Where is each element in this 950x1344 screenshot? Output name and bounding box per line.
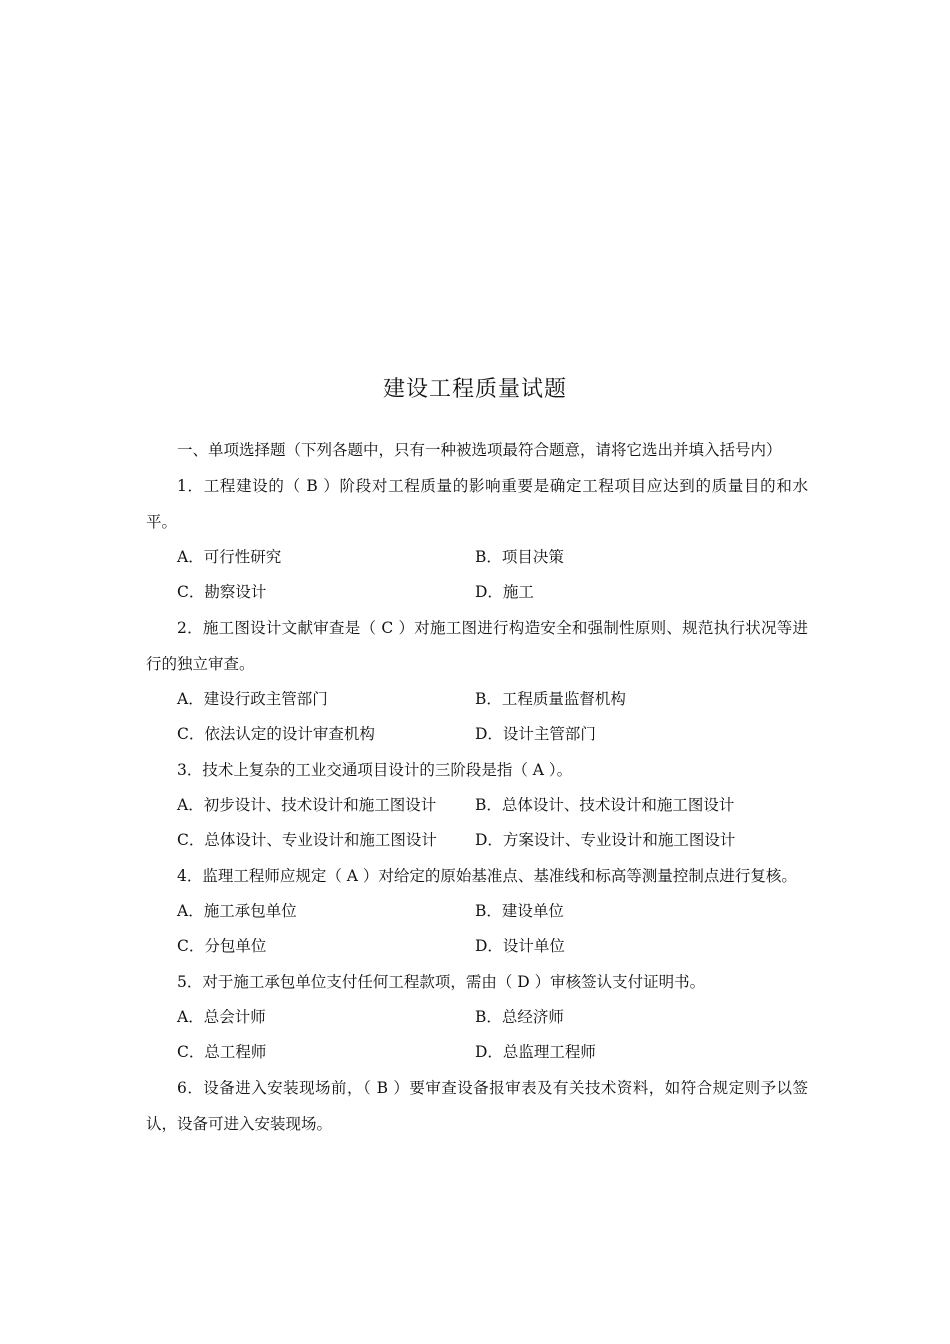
- option-a: A．可行性研究: [177, 548, 282, 566]
- question-stem: 3．技术上复杂的工业交通项目设计的三阶段是指（ A ）。: [177, 761, 573, 779]
- option-d: D．施工: [475, 583, 534, 601]
- document-body: [146, 432, 808, 1142]
- options-row: [146, 1035, 808, 1070]
- option-b: B．项目决策: [475, 548, 564, 566]
- option-b: B．建设单位: [475, 902, 564, 920]
- option-c: C．勘察设计: [177, 583, 267, 601]
- options-row: [146, 575, 808, 610]
- question-stem: 5．对于施工承包单位支付任何工程款项，需由（ D ）审核签认支付证明书。: [177, 973, 706, 991]
- options-row: [146, 929, 808, 964]
- question-stem: 2．施工图设计文献审查是（ C ）对施工图进行构造安全和强制性原则、规范执行状况等进行的独立审查。: [146, 619, 808, 673]
- options-row: [146, 682, 808, 717]
- option-b: B．总体设计、技术设计和施工图设计: [475, 796, 735, 814]
- option-c: C．依法认定的设计审查机构: [177, 725, 375, 743]
- option-d: D．设计单位: [475, 937, 565, 955]
- question-stem: 6．设备进入安装现场前，（ B ）要审查设备报审表及有关技术资料，如符合规定则予以签认，设备可进入安装现场。: [146, 1079, 808, 1133]
- options-row: [146, 894, 808, 929]
- option-c: C．总体设计、专业设计和施工图设计: [177, 831, 437, 849]
- option-a: A．初步设计、技术设计和施工图设计: [177, 796, 437, 814]
- options-row: [146, 788, 808, 823]
- option-b: B．总经济师: [475, 1008, 564, 1026]
- option-d: D．总监理工程师: [475, 1043, 596, 1061]
- question-stem: 4．监理工程师应规定（ A ）对给定的原始基准点、基准线和标高等测量控制点进行复核。: [177, 867, 797, 885]
- question-5: [146, 964, 808, 1070]
- option-a: A．总会计师: [177, 1008, 266, 1026]
- question-2: [146, 610, 808, 752]
- options-row: [146, 717, 808, 752]
- question-stem: 1．工程建设的（ B ）阶段对工程质量的影响重要是确定工程项目应达到的质量目的和水平。: [146, 477, 808, 531]
- option-a: A．建设行政主管部门: [177, 690, 328, 708]
- question-1: [146, 468, 808, 610]
- question-6: [146, 1070, 808, 1142]
- options-row: [146, 823, 808, 858]
- option-c: C．总工程师: [177, 1043, 267, 1061]
- question-4: [146, 858, 808, 964]
- section-intro: 一、单项选择题（下列各题中，只有一种被选项最符合题意，请将它选出并填入括号内）: [177, 441, 782, 459]
- option-a: A．施工承包单位: [177, 902, 297, 920]
- option-d: D．方案设计、专业设计和施工图设计: [475, 831, 736, 849]
- document-title: 建设工程质量试题: [382, 377, 567, 402]
- option-c: C．分包单位: [177, 937, 267, 955]
- options-row: [146, 540, 808, 575]
- question-3: [146, 752, 808, 858]
- options-row: [146, 1000, 808, 1035]
- option-b: B．工程质量监督机构: [475, 690, 626, 708]
- option-d: D．设计主管部门: [475, 725, 596, 743]
